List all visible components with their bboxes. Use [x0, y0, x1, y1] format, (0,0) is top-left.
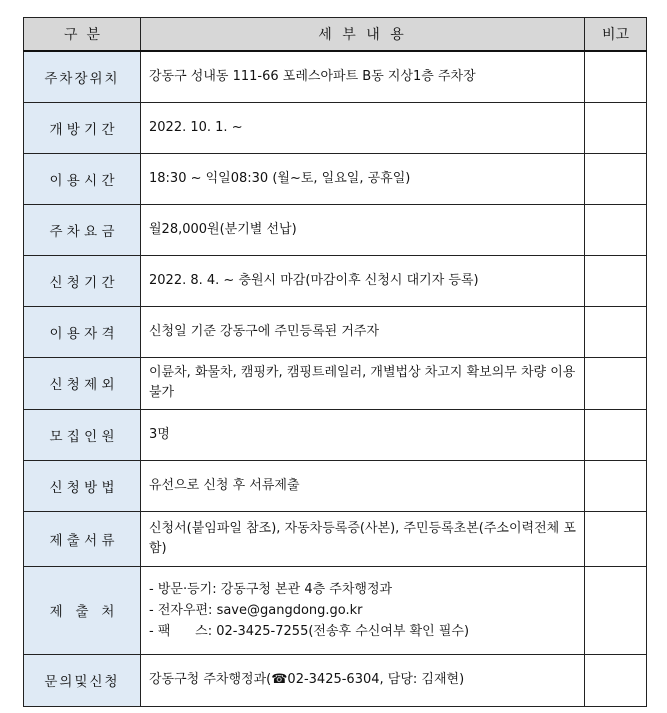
submit-item-fax: - 팩 스: 02-3425-7255(전송후 수신여부 확인 필수): [149, 623, 470, 639]
row-label-recruit: 모 집 인 원: [24, 409, 141, 460]
row-label-open-period: 개 방 기 간: [24, 102, 141, 153]
table-row: [24, 153, 647, 204]
row-note: [585, 306, 647, 357]
row-note: [585, 409, 647, 460]
header-row: [24, 18, 647, 52]
row-label-fee: 주 차 요 금: [24, 204, 141, 255]
row-note: [585, 255, 647, 306]
header-note: 비고: [585, 18, 647, 52]
row-note: [585, 511, 647, 566]
row-content-exclusion: 이륜차, 화물차, 캠핑카, 캠핑트레일러, 개별법상 차고지 확보의무 차량 이용불가: [141, 357, 585, 409]
row-label-exclusion: 신 청 제 외: [24, 357, 141, 409]
row-content-inquiry: 강동구청 주차행정과(☎02-3425-6304, 담당: 김재현): [141, 654, 585, 706]
row-content-fee: 월28,000원(분기별 선납): [141, 204, 585, 255]
table-row: [24, 566, 647, 654]
row-label-location: 주차장위치: [24, 51, 141, 102]
row-note: [585, 102, 647, 153]
row-note: [585, 204, 647, 255]
row-label-eligibility: 이 용 자 격: [24, 306, 141, 357]
row-content-method: 유선으로 신청 후 서류제출: [141, 460, 585, 511]
info-table-wrapper: [23, 17, 647, 707]
row-note: [585, 51, 647, 102]
table-row: [24, 306, 647, 357]
row-content-recruit: 3명: [141, 409, 585, 460]
table-row: [24, 654, 647, 706]
table-row: [24, 460, 647, 511]
row-content-eligibility: 신청일 기준 강동구에 주민등록된 거주자: [141, 306, 585, 357]
row-label-submit-to: 제 출 처: [24, 566, 141, 654]
row-label-method: 신 청 방 법: [24, 460, 141, 511]
table-row: [24, 51, 647, 102]
row-note: [585, 357, 647, 409]
row-content-submit-to: [141, 566, 585, 654]
submit-item-email: - 전자우편: save@gangdong.go.kr: [149, 602, 363, 618]
header-category: 구 분: [24, 18, 141, 52]
row-label-documents: 제 출 서 류: [24, 511, 141, 566]
table-row: [24, 409, 647, 460]
row-label-inquiry: 문의및신청: [24, 654, 141, 706]
table-row: [24, 511, 647, 566]
row-content-documents: 신청서(붙임파일 참조), 자동차등록증(사본), 주민등록초본(주소이력전체 포함): [141, 511, 585, 566]
submit-item-visit: - 방문·등기: 강동구청 본관 4층 주차행정과: [149, 581, 393, 597]
table-row: [24, 357, 647, 409]
table-row: [24, 204, 647, 255]
row-note: [585, 153, 647, 204]
row-content-location: 강동구 성내동 111-66 포레스아파트 B동 지상1층 주차장: [141, 51, 585, 102]
header-detail: 세 부 내 용: [141, 18, 585, 52]
info-table: [23, 17, 647, 707]
row-content-open-period: 2022. 10. 1. ~: [141, 102, 585, 153]
row-content-hours: 18:30 ~ 익일08:30 (월~토, 일요일, 공휴일): [141, 153, 585, 204]
row-note: [585, 654, 647, 706]
table-row: [24, 255, 647, 306]
row-label-apply-period: 신 청 기 간: [24, 255, 141, 306]
row-note: [585, 460, 647, 511]
row-note: [585, 566, 647, 654]
row-content-apply-period: 2022. 8. 4. ~ 충원시 마감(마감이후 신청시 대기자 등록): [141, 255, 585, 306]
row-label-hours: 이 용 시 간: [24, 153, 141, 204]
submit-list: [149, 579, 578, 642]
table-row: [24, 102, 647, 153]
